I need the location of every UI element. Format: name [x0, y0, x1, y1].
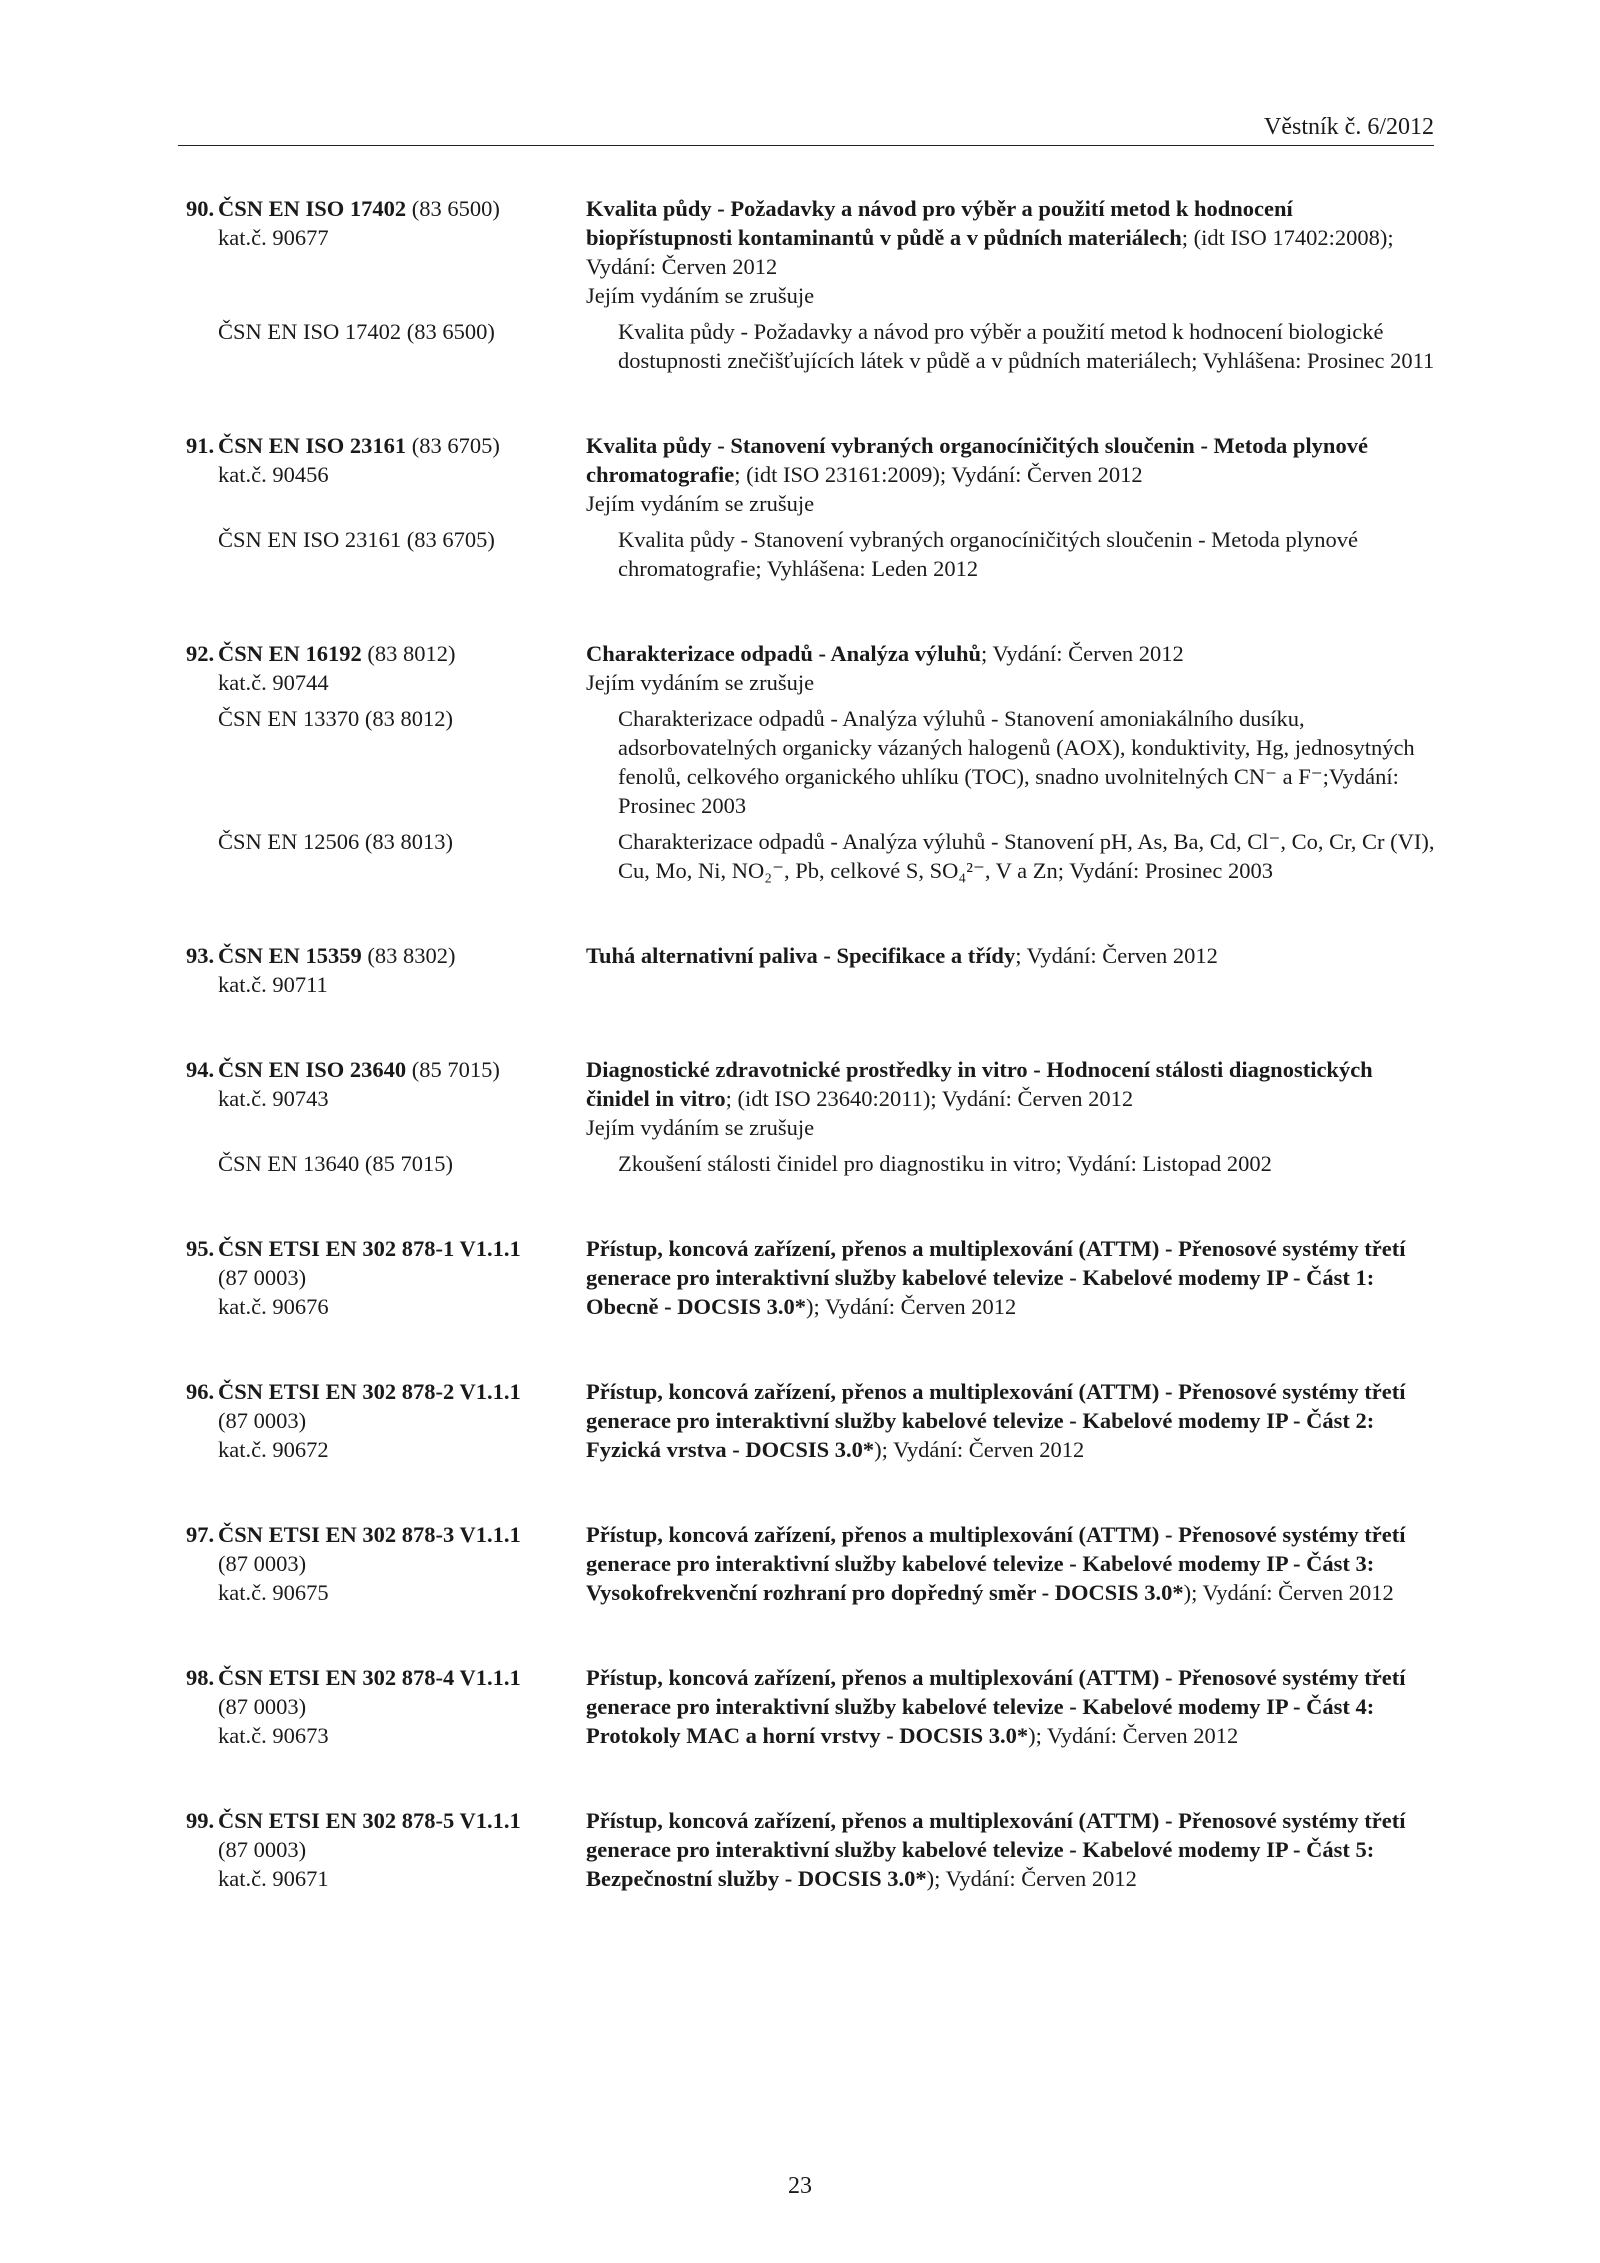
standards-list — [186, 194, 1442, 1949]
standard-entry — [186, 1806, 1442, 1893]
replacement-note: Jejím vydáním se zrušuje — [586, 283, 815, 308]
standard-details: ; (idt ISO 23640:2011); Vydání: Červen 2012 — [725, 1086, 1134, 1111]
standard-title: Kvalita půdy - Požadavky a návod pro výběr a použití metod k hodnocení biopřístupnosti kontaminantů v půdě a v půdních materiálech — [586, 196, 1293, 250]
entry-number: 93. — [186, 943, 215, 968]
standard-entry — [186, 1520, 1442, 1607]
page-number: 23 — [788, 2173, 812, 2199]
class-code: (85 7015) — [406, 1057, 500, 1082]
entry-number: 94. — [186, 1057, 215, 1082]
entry-code-cell — [186, 1806, 586, 1893]
entry-code-cell — [186, 431, 586, 518]
class-code: (87 0003) — [218, 1408, 307, 1433]
entry-number: 91. — [186, 433, 215, 458]
standard-details: ; Vydání: Červen 2012 — [981, 641, 1184, 666]
entry-number: 96. — [186, 1379, 215, 1404]
standard-title: Přístup, koncová zařízení, přenos a multiplexování (ATTM) - Přenosové systémy třetí generace pro interaktivní služby kabelové televize - Kabelové modemy IP - Část 5: Bezpečnostní služby - DOCSIS 3.0* — [586, 1808, 1406, 1891]
class-code: (83 6500) — [406, 196, 500, 221]
standard-title: Tuhá alternativní paliva - Specifikace a třídy — [586, 943, 1016, 968]
class-code: (87 0003) — [218, 1837, 307, 1862]
replacement-note: Jejím vydáním se zrušuje — [586, 670, 815, 695]
entry-code-cell — [186, 194, 586, 310]
standard-title: Přístup, koncová zařízení, přenos a multiplexování (ATTM) - Přenosové systémy třetí generace pro interaktivní služby kabelové televize - Kabelové modemy IP - Část 3: Vysokofrekvenční rozhraní pro dopředný směr - DOCSIS 3.0* — [586, 1522, 1406, 1605]
entry-main-row — [186, 639, 1442, 697]
entry-main-row — [186, 431, 1442, 518]
standard-entry — [186, 1377, 1442, 1464]
standard-code: ČSN ETSI EN 302 878-1 V1.1.1 — [218, 1236, 521, 1261]
class-code: (87 0003) — [218, 1265, 307, 1290]
standard-entry — [186, 639, 1442, 885]
replaced-standard-row — [186, 1149, 1442, 1178]
replaced-code: ČSN EN ISO 23161 (83 6705) — [218, 527, 495, 552]
standard-details: ); Vydání: Červen 2012 — [1028, 1723, 1239, 1748]
entry-title-cell — [586, 941, 1442, 999]
standard-title: Přístup, koncová zařízení, přenos a multiplexování (ATTM) - Přenosové systémy třetí generace pro interaktivní služby kabelové televize - Kabelové modemy IP - Část 4: Protokoly MAC a horní vrstvy - DOCSIS 3.0* — [586, 1665, 1406, 1748]
standard-details: ); Vydání: Červen 2012 — [1183, 1580, 1394, 1605]
class-code: (83 8302) — [361, 943, 456, 968]
entry-title-cell — [586, 1377, 1442, 1464]
standard-code: ČSN EN ISO 17402 — [218, 196, 407, 221]
entry-number: 97. — [186, 1522, 215, 1547]
catalog-number: kat.č. 90673 — [218, 1723, 329, 1748]
class-code: (83 6705) — [406, 433, 500, 458]
catalog-number: kat.č. 90671 — [218, 1866, 329, 1891]
replaced-title: Charakterizace odpadů - Analýza výluhů - Stanovení amoniakálního dusíku, adsorbovatelných organicky vázaných halogenů (AOX), konduktivity, Hg, jednosytných fenolů, celkového organického uhlíku (TOC), snadno uvolnitelných CN⁻ a F⁻;Vydání: Prosinec 2003 — [618, 706, 1415, 818]
entry-title-cell — [586, 194, 1442, 310]
standard-code: ČSN EN 16192 — [218, 641, 362, 666]
standard-entry — [186, 941, 1442, 999]
entry-main-row — [186, 1377, 1442, 1464]
replaced-standard-row — [186, 525, 1442, 583]
entry-number: 99. — [186, 1808, 215, 1833]
standard-code: ČSN ETSI EN 302 878-2 V1.1.1 — [218, 1379, 521, 1404]
entry-title-cell — [586, 1806, 1442, 1893]
catalog-number: kat.č. 90676 — [218, 1294, 329, 1319]
entry-code-cell — [186, 941, 586, 999]
standard-details: ; (idt ISO 23161:2009); Vydání: Červen 2012 — [734, 462, 1143, 487]
replaced-standard-row — [186, 704, 1442, 820]
replaced-title: Charakterizace odpadů - Analýza výluhů - Stanovení pH, As, Ba, Cd, Cl⁻, Co, Cr, Cr (VI), Cu, Mo, Ni, NO₂⁻, Pb, celkové S, SO₄²⁻, V a Zn; Vydání: Prosinec 2003 — [618, 829, 1435, 883]
entry-main-row — [186, 1055, 1442, 1142]
catalog-number: kat.č. 90675 — [218, 1580, 329, 1605]
standard-code: ČSN EN 15359 — [218, 943, 362, 968]
replaced-code: ČSN EN 13640 (85 7015) — [218, 1151, 453, 1176]
entry-code-cell — [186, 1234, 586, 1321]
standard-entry — [186, 1055, 1442, 1178]
standard-title: Přístup, koncová zařízení, přenos a multiplexování (ATTM) - Přenosové systémy třetí generace pro interaktivní služby kabelové televize - Kabelové modemy IP - Část 2: Fyzická vrstva - DOCSIS 3.0* — [586, 1379, 1406, 1462]
entry-number: 92. — [186, 641, 215, 666]
standard-title: Charakterizace odpadů - Analýza výluhů — [586, 641, 982, 666]
replaced-code: ČSN EN 13370 (83 8012) — [218, 706, 453, 731]
catalog-number: kat.č. 90677 — [218, 225, 329, 250]
entry-title-cell — [586, 1663, 1442, 1750]
entry-code-cell — [186, 1663, 586, 1750]
catalog-number: kat.č. 90743 — [218, 1086, 329, 1111]
entry-number: 95. — [186, 1236, 215, 1261]
entry-code-cell — [186, 1377, 586, 1464]
replacement-note: Jejím vydáním se zrušuje — [586, 491, 815, 516]
class-code: (83 8012) — [361, 641, 456, 666]
standard-details: ; Vydání: Červen 2012 — [1015, 943, 1218, 968]
entry-main-row — [186, 1806, 1442, 1893]
catalog-number: kat.č. 90672 — [218, 1437, 329, 1462]
standard-code: ČSN ETSI EN 302 878-4 V1.1.1 — [218, 1665, 521, 1690]
replacement-note: Jejím vydáním se zrušuje — [586, 1115, 815, 1140]
standard-entry — [186, 1663, 1442, 1750]
entry-title-cell — [586, 431, 1442, 518]
entry-code-cell — [186, 639, 586, 697]
standard-details: ; (idt ISO 17402:2008); Vydání: Červen 2012 — [586, 225, 1394, 279]
entry-main-row — [186, 1234, 1442, 1321]
standard-title: Diagnostické zdravotnické prostředky in vitro - Hodnocení stálosti diagnostických činidel in vitro — [586, 1057, 1373, 1111]
replaced-title: Kvalita půdy - Požadavky a návod pro výběr a použití metod k hodnocení biologické dostupnosti znečišťujících látek v půdě a v půdních materiálech; Vyhlášena: Prosinec 2011 — [618, 319, 1435, 373]
standard-code: ČSN EN ISO 23161 — [218, 433, 407, 458]
replaced-title: Kvalita půdy - Stanovení vybraných organocíničitých sloučenin - Metoda plynové chromatografie; Vyhlášena: Leden 2012 — [618, 527, 1359, 581]
standard-title: Kvalita půdy - Stanovení vybraných organocíničitých sloučenin - Metoda plynové chromatografie — [586, 433, 1368, 487]
catalog-number: kat.č. 90456 — [218, 462, 329, 487]
standard-code: ČSN EN ISO 23640 — [218, 1057, 407, 1082]
replaced-code: ČSN EN ISO 17402 (83 6500) — [218, 319, 495, 344]
class-code: (87 0003) — [218, 1551, 307, 1576]
entry-main-row — [186, 1663, 1442, 1750]
journal-title: Věstník č. 6/2012 — [1264, 114, 1434, 140]
entry-code-cell — [186, 1055, 586, 1142]
journal-header — [178, 112, 1434, 146]
entry-title-cell — [586, 639, 1442, 697]
entry-number: 98. — [186, 1665, 215, 1690]
catalog-number: kat.č. 90744 — [218, 670, 329, 695]
standard-code: ČSN ETSI EN 302 878-3 V1.1.1 — [218, 1522, 521, 1547]
entry-title-cell — [586, 1234, 1442, 1321]
standard-code: ČSN ETSI EN 302 878-5 V1.1.1 — [218, 1808, 521, 1833]
replaced-code: ČSN EN 12506 (83 8013) — [218, 829, 453, 854]
standard-entry — [186, 194, 1442, 375]
replaced-title: Zkoušení stálosti činidel pro diagnostiku in vitro; Vydání: Listopad 2002 — [618, 1151, 1272, 1176]
replaced-standard-row — [186, 827, 1442, 885]
entry-title-cell — [586, 1520, 1442, 1607]
entry-main-row — [186, 941, 1442, 999]
standard-entry — [186, 1234, 1442, 1321]
entry-main-row — [186, 1520, 1442, 1607]
standard-title: Přístup, koncová zařízení, přenos a multiplexování (ATTM) - Přenosové systémy třetí generace pro interaktivní služby kabelové televize - Kabelové modemy IP - Část 1: Obecně - DOCSIS 3.0* — [586, 1236, 1406, 1319]
catalog-number: kat.č. 90711 — [218, 972, 328, 997]
entry-title-cell — [586, 1055, 1442, 1142]
class-code: (87 0003) — [218, 1694, 307, 1719]
replaced-standard-row — [186, 317, 1442, 375]
standard-details: ); Vydání: Červen 2012 — [806, 1294, 1017, 1319]
standard-details: ); Vydání: Červen 2012 — [874, 1437, 1085, 1462]
entry-number: 90. — [186, 196, 215, 221]
standard-details: ); Vydání: Červen 2012 — [926, 1866, 1137, 1891]
entry-code-cell — [186, 1520, 586, 1607]
entry-main-row — [186, 194, 1442, 310]
standard-entry — [186, 431, 1442, 583]
